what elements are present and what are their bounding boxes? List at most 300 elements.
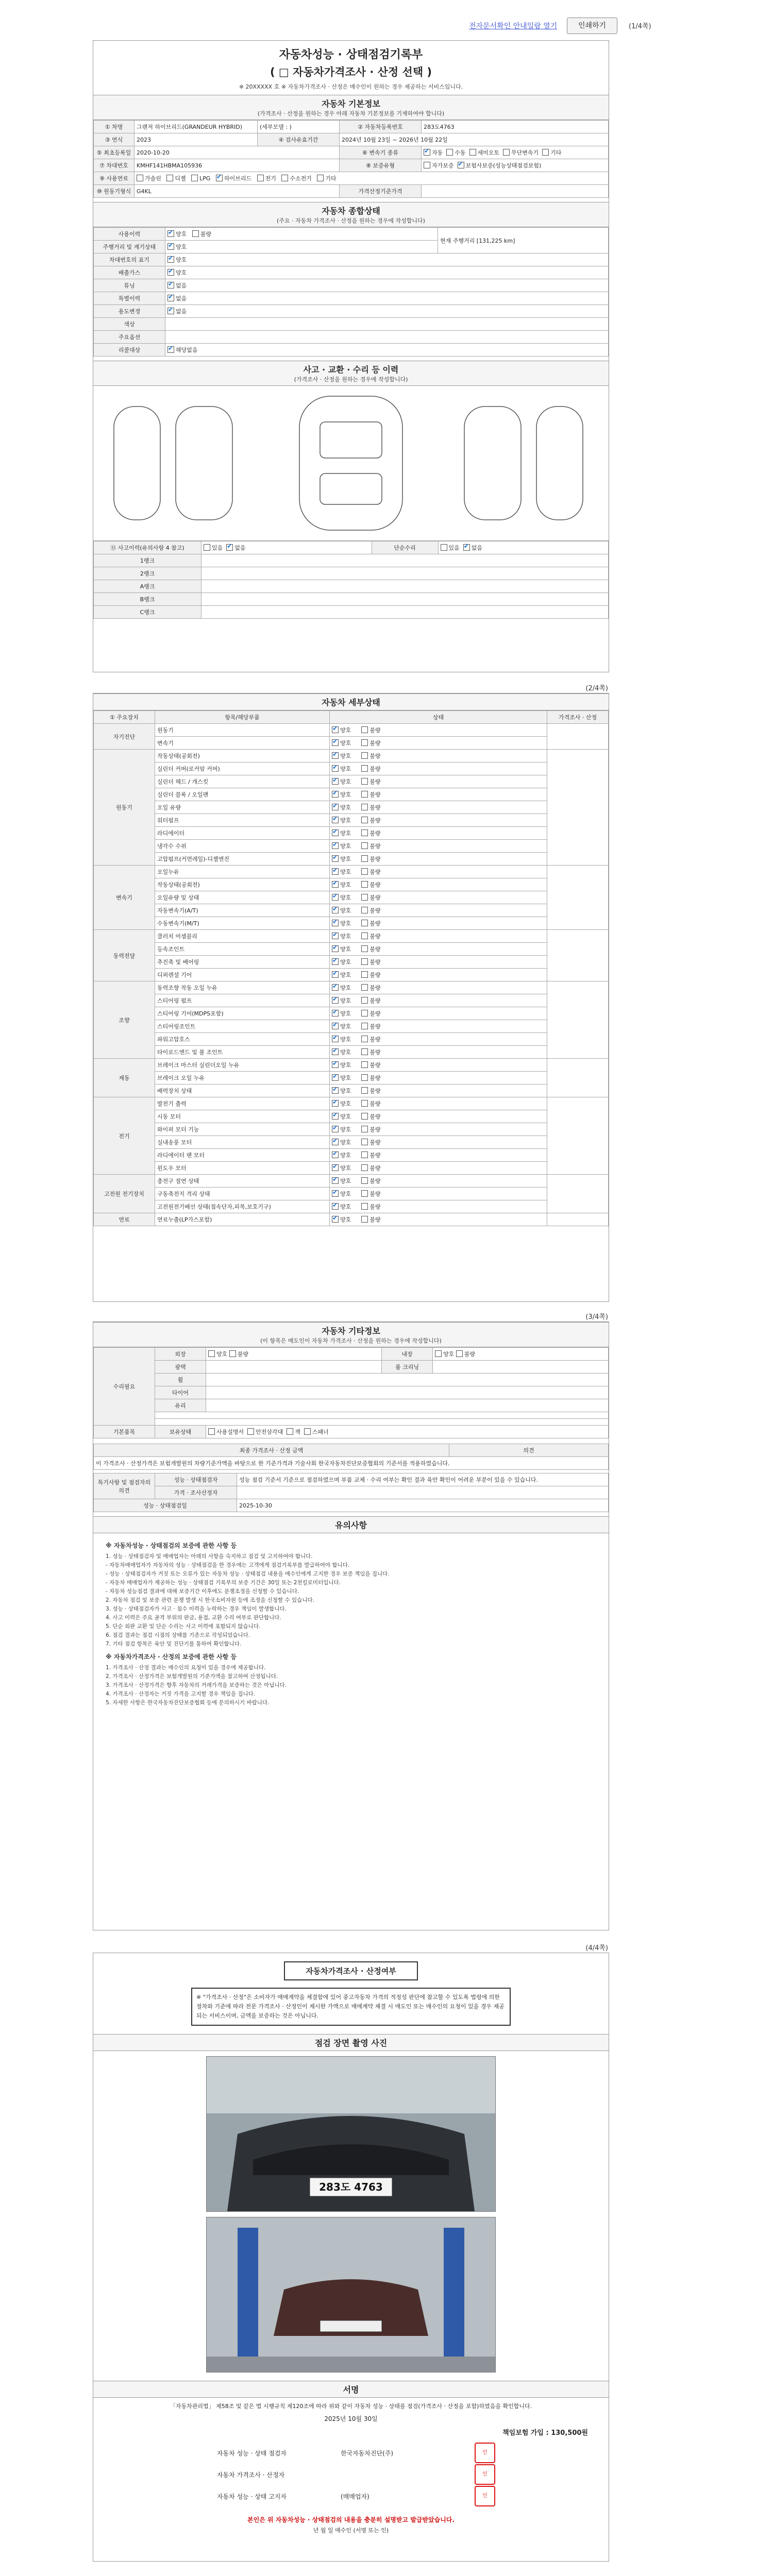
col-status: 상태 — [330, 711, 547, 724]
checkbox-icon — [361, 958, 368, 965]
checkbox-icon — [332, 1203, 339, 1210]
detail-status — [330, 943, 547, 956]
emission-good: 양호 — [176, 269, 187, 276]
detail-status — [330, 1072, 547, 1084]
basic-manual: 사용설명서 — [216, 1429, 244, 1435]
detail-status — [330, 788, 547, 801]
checkbox-icon — [332, 1036, 339, 1042]
checkbox-icon — [208, 1350, 215, 1357]
checkbox-icon — [361, 1164, 368, 1171]
sign-header — [93, 2381, 609, 2398]
first-reg-label: ⑤ 최초등록일 — [94, 146, 135, 159]
checkbox-icon — [332, 791, 339, 798]
status-good: 양호 — [340, 753, 351, 759]
status-bad: 불량 — [369, 882, 381, 888]
item-exterior: 외장 — [155, 1348, 206, 1361]
table-row — [94, 891, 609, 904]
status-bad: 불량 — [369, 817, 381, 824]
item-room: 룸 크리닝 — [382, 1361, 433, 1374]
options-val — [165, 331, 609, 344]
checkbox-icon — [332, 1061, 339, 1068]
table-row — [94, 1175, 609, 1188]
detail-item: 충전구 절연 상태 — [155, 1175, 330, 1188]
warranty-label: ⑧ 보증유형 — [340, 159, 422, 172]
table-row — [94, 762, 609, 775]
detail-model: (세부모델 : ) — [258, 121, 340, 133]
trans-manual: 수동 — [455, 149, 466, 156]
status-table — [93, 227, 609, 357]
checkbox-icon — [458, 162, 464, 168]
status-good: 양호 — [340, 1023, 351, 1030]
checkbox-icon — [361, 842, 368, 849]
status-bad: 불량 — [369, 804, 381, 811]
notice-h2: ※ 자동차가격조사 · 산정의 보증에 관한 사항 등 — [106, 1653, 237, 1660]
notice-line: 1. 성능 · 상태점검자 및 매매업자는 아래의 사항을 숙지하고 점검 및 고지하여야 합니다. — [106, 1553, 313, 1560]
notice-line: 4. 가격조사 · 산정자는 거짓 가격을 고지할 경우 책임을 집니다. — [106, 1691, 256, 1697]
status-good: 양호 — [340, 959, 351, 965]
opinion-right: 의견 — [449, 1444, 609, 1457]
doc-title: 자동차성능 · 상태점검기록부 — [279, 48, 423, 61]
detail-item: 실린더 커버(로커암 커버) — [155, 762, 330, 775]
room-val — [433, 1361, 609, 1374]
checkbox-icon — [361, 907, 368, 913]
checkbox-icon — [332, 817, 339, 823]
print-button[interactable]: 인쇄하기 — [567, 18, 617, 34]
status-bad: 불량 — [369, 830, 381, 837]
tire-val — [206, 1386, 609, 1399]
inspector-label: 특기사항 및 점검자의 의견 — [94, 1473, 155, 1499]
notice-title: 유의사항 — [335, 1520, 367, 1530]
checkbox-icon — [424, 162, 430, 168]
photo-header — [93, 2034, 609, 2051]
detail-status — [330, 917, 547, 930]
detail-item: 파워고압호스 — [155, 1033, 330, 1046]
footer-sign: 년 월 일 매수인 (서명 또는 인) — [313, 2527, 389, 2534]
detail-item: 연료누출(LP가스포함) — [155, 1213, 330, 1226]
detail-status — [330, 1007, 547, 1020]
checkbox-icon — [332, 1100, 339, 1107]
checkbox-icon — [332, 1074, 339, 1081]
checkbox-icon — [361, 881, 368, 888]
notice-line: 6. 점검 결과는 점검 시점의 상태를 기준으로 작성되었습니다. — [106, 1632, 250, 1638]
checkbox-icon — [361, 1048, 368, 1055]
checkbox-icon — [361, 920, 368, 926]
checkbox-icon — [226, 544, 233, 551]
checkbox-icon — [361, 1177, 368, 1184]
page-2-number: (2/4쪽) — [585, 685, 608, 692]
detail-item: 동력조향 작동 오일 누유 — [155, 981, 330, 994]
status-bad: 불량 — [369, 753, 381, 759]
checkbox-icon — [208, 1428, 215, 1435]
status-good: 양호 — [340, 843, 351, 850]
table-row — [94, 878, 609, 891]
status-good: 양호 — [340, 920, 351, 927]
notice-line: 4. 사고 이력은 주요 골격 부위의 판금, 용접, 교환 수리 여부로 판단합니다. — [106, 1615, 281, 1621]
status-title: 자동차 종합상태 — [322, 206, 380, 216]
status-good: 양호 — [340, 1191, 351, 1197]
fuel-other: 기타 — [325, 175, 337, 182]
status-good: 양호 — [340, 766, 351, 772]
detail-item: 타이로드엔드 및 볼 조인트 — [155, 1046, 330, 1059]
recall-na: 해당없음 — [176, 347, 198, 353]
detail-price — [547, 981, 609, 1059]
detail-price — [547, 750, 609, 866]
trans-auto: 자동 — [432, 149, 443, 156]
checkbox-icon — [304, 1428, 311, 1435]
page-3 — [93, 1321, 609, 1930]
checkbox-icon — [247, 1428, 254, 1435]
notice-line: - 자동차 매매업자가 제공하는 성능 · 상태점검 기록부의 보증 기간은 30일 또는 2천킬로미터입니다. — [106, 1580, 341, 1586]
table-row — [94, 801, 609, 814]
status-sub: (주요 · 자동차 가격조사 · 산정을 원하는 경우에 작성합니다) — [277, 217, 425, 224]
price-base — [422, 185, 609, 198]
checkbox-icon — [361, 1010, 368, 1016]
odo-good: 양호 — [176, 244, 187, 250]
motor: G4KL — [135, 185, 340, 198]
checkbox-icon — [332, 855, 339, 862]
notice-line: 2. 자동차 점검 및 보증 관련 분쟁 발생 시 한국소비자원 등에 조정을 신청할 수 있습니다. — [106, 1597, 314, 1603]
checkbox-icon — [361, 765, 368, 772]
checkbox-icon — [167, 230, 174, 237]
checkbox-icon — [361, 791, 368, 798]
fuel-options — [135, 172, 609, 185]
car-diagram — [93, 386, 609, 541]
year: 2023 — [135, 133, 258, 146]
checkbox-icon — [332, 945, 339, 952]
basic-val — [206, 1426, 609, 1438]
basic-info-sub: (가격조사 · 산정을 원하는 경우 아래 자동차 기본정보를 기재하여야 합니다) — [257, 110, 445, 117]
status-good: 양호 — [340, 830, 351, 837]
checkbox-icon — [167, 269, 174, 276]
detail-status — [330, 878, 547, 891]
table-row — [94, 814, 609, 827]
trans-other: 기타 — [550, 149, 562, 156]
item-interior: 내장 — [382, 1348, 433, 1361]
fee: 130,500원 — [551, 2429, 588, 2437]
detail-status — [330, 1020, 547, 1033]
repair-label: 수리필요 — [94, 1348, 155, 1426]
opinion-table — [93, 1444, 609, 1470]
detail-price — [547, 930, 609, 981]
status-bad: 불량 — [369, 985, 381, 991]
trans-options — [422, 146, 609, 159]
detail-item: 와이퍼 모터 기능 — [155, 1123, 330, 1136]
lift-photo-icon — [207, 2217, 495, 2372]
status-good: 양호 — [340, 1165, 351, 1172]
detail-status — [330, 1084, 547, 1097]
status-good: 양호 — [340, 1113, 351, 1120]
checkbox-icon — [456, 1350, 463, 1357]
checkbox-icon — [229, 1350, 236, 1357]
row-color: 색상 — [94, 318, 165, 331]
status-bad: 불량 — [369, 1165, 381, 1172]
inspect-date: 2025-10-30 — [237, 1499, 609, 1512]
table-row — [94, 1200, 609, 1213]
doc-subtitle: ( □ 자동차가격조사 · 산정 선택 ) — [270, 66, 432, 78]
table-row — [94, 1213, 609, 1226]
detail-group: 원동기 — [94, 750, 155, 866]
detail-status — [330, 1123, 547, 1136]
table-row — [94, 1020, 609, 1033]
detail-item: 스티어링 기어(MDPS포함) — [155, 1007, 330, 1020]
vin-label: ⑦ 차대번호 — [94, 159, 135, 172]
table-row — [94, 956, 609, 969]
e-doc-link[interactable]: 전자문서확인 안내일람 열기 — [469, 22, 558, 30]
vin: KMHF141HBMA105936 — [135, 159, 340, 172]
detail-item: 고압펌프(커먼레일)-디젤엔진 — [155, 853, 330, 866]
detail-price — [547, 866, 609, 930]
reg-label: ② 자동차등록번호 — [340, 121, 422, 133]
status-bad: 불량 — [369, 920, 381, 927]
recall-val — [165, 344, 609, 357]
basic-label: 기본품목 — [94, 1426, 155, 1438]
checkbox-icon — [281, 175, 288, 181]
status-good: 양호 — [340, 1075, 351, 1081]
checkbox-icon — [167, 295, 174, 301]
signer-row — [217, 2464, 578, 2485]
int-good: 양호 — [443, 1351, 455, 1358]
mileage-cell: 현재 주행거리 [131,225 km] — [438, 228, 609, 253]
page-2 — [93, 693, 609, 1302]
checkbox-icon — [167, 346, 174, 353]
basic-info-table — [93, 120, 609, 198]
first-reg: 2020-10-20 — [135, 146, 340, 159]
checkbox-icon — [361, 1074, 368, 1081]
color-val — [165, 318, 609, 331]
checkbox-icon — [317, 175, 324, 181]
detail-status — [330, 1033, 547, 1046]
signer-row — [217, 2442, 578, 2464]
status-bad: 불량 — [369, 972, 381, 978]
checkbox-icon — [332, 1126, 339, 1132]
detail-item: 배력장치 상태 — [155, 1084, 330, 1097]
status-bad: 불량 — [369, 933, 381, 940]
notice-line: 1. 가격조사 · 산정 결과는 매수인의 요청이 있을 경우에 제공합니다. — [106, 1665, 266, 1671]
status-bad: 불량 — [369, 869, 381, 875]
photo-front — [206, 2056, 496, 2212]
checkbox-icon — [361, 984, 368, 991]
checkbox-icon — [332, 920, 339, 926]
status-bad: 불량 — [369, 740, 381, 747]
table-row — [94, 737, 609, 750]
checkbox-icon — [361, 971, 368, 978]
checkbox-icon — [361, 1061, 368, 1068]
detail-item: 워터펌프 — [155, 814, 330, 827]
detail-item: 브레이크 마스터 실린더오일 누유 — [155, 1059, 330, 1072]
checkbox-icon — [332, 1151, 339, 1158]
detail-item: 변속기 — [155, 737, 330, 750]
fuel-hydrogen: 수소전기 — [290, 175, 312, 182]
notice-line: 3. 성능 · 상태점검자가 사고 · 침수 이력을 누락하는 경우 책임이 발생합니다. — [106, 1606, 287, 1612]
license-plate: 283도 4763 — [319, 2181, 383, 2193]
status-bad: 불량 — [369, 946, 381, 953]
status-bad: 불량 — [369, 1216, 381, 1223]
row-usage: 사용이력 — [94, 228, 165, 241]
table-row — [94, 840, 609, 853]
detail-group: 조향 — [94, 981, 155, 1059]
checkbox-icon — [332, 1139, 339, 1145]
status-bad: 불량 — [369, 1100, 381, 1107]
status-good: 양호 — [340, 985, 351, 991]
other-table — [93, 1347, 609, 1438]
checkbox-icon — [332, 752, 339, 759]
basic-jack: 잭 — [295, 1429, 300, 1435]
detail-item: 시동 모터 — [155, 1110, 330, 1123]
rank-2-val — [201, 567, 609, 580]
table-row — [94, 1188, 609, 1200]
checkbox-icon — [167, 282, 174, 289]
checkbox-icon — [332, 842, 339, 849]
table-row — [94, 853, 609, 866]
accident-table — [93, 541, 609, 619]
ext-good: 양호 — [216, 1351, 228, 1358]
ext-bad: 불량 — [237, 1351, 249, 1358]
checkbox-icon — [361, 778, 368, 785]
detail-status — [330, 750, 547, 762]
detail-status — [330, 853, 547, 866]
status-good: 양호 — [340, 1204, 351, 1210]
status-bad: 불량 — [369, 1075, 381, 1081]
checkbox-icon — [361, 1203, 368, 1210]
checkbox-icon — [361, 1126, 368, 1132]
opinion-title: 최종 가격조사 · 산정 금액 — [94, 1444, 449, 1457]
status-good: 양호 — [340, 1139, 351, 1146]
status-good: 양호 — [340, 972, 351, 978]
checkbox-icon — [361, 894, 368, 901]
page-1 — [93, 40, 609, 672]
status-bad: 불량 — [369, 1178, 381, 1184]
row-recall: 리콜대상 — [94, 344, 165, 357]
status-good: 양호 — [340, 791, 351, 798]
table-row — [94, 1136, 609, 1149]
row-special: 특별이력 — [94, 292, 165, 305]
rank-c-val — [201, 606, 609, 619]
seal-icon: 인 — [475, 2443, 495, 2463]
table-row — [94, 1162, 609, 1175]
table-row — [94, 827, 609, 840]
rank-a-val — [201, 580, 609, 593]
detail-status — [330, 1149, 547, 1162]
vin-mark-good: 양호 — [176, 257, 187, 263]
detail-item: 라디에이터 팬 모터 — [155, 1149, 330, 1162]
checkbox-icon — [424, 149, 430, 156]
checkbox-icon — [361, 933, 368, 939]
checkbox-icon — [332, 958, 339, 965]
detail-item: 구동축전지 격리 상태 — [155, 1188, 330, 1200]
table-row — [94, 917, 609, 930]
warranty-self: 자가보증 — [432, 162, 454, 169]
item-wheel: 휠 — [155, 1374, 206, 1386]
detail-status — [330, 1136, 547, 1149]
checkbox-icon — [332, 1048, 339, 1055]
checkbox-icon — [216, 175, 223, 181]
trans-label: ⑥ 변속기 종류 — [340, 146, 422, 159]
seal-icon: 인 — [475, 2464, 495, 2485]
checkbox-icon — [204, 544, 210, 551]
checkbox-icon — [332, 907, 339, 913]
checkbox-icon — [361, 945, 368, 952]
status-bad: 불량 — [369, 1088, 381, 1094]
status-bad: 불량 — [369, 791, 381, 798]
signer-role: 자동차 성능 · 상태 점검자 — [217, 2449, 287, 2457]
checkbox-icon — [361, 752, 368, 759]
detail-group: 연료 — [94, 1213, 155, 1226]
notices-1 — [106, 1552, 596, 1649]
checkbox-icon — [332, 726, 339, 733]
status-bad: 불량 — [369, 766, 381, 772]
estimator-role: 가격 · 조사산정자 — [155, 1486, 237, 1499]
basic-triangle: 안전삼각대 — [256, 1429, 283, 1435]
status-bad: 불량 — [369, 1049, 381, 1056]
checkbox-icon — [332, 1177, 339, 1184]
detail-item: 고전원전기배선 상태(접속단자,피복,보호기구) — [155, 1200, 330, 1213]
checkbox-icon — [191, 175, 198, 181]
status-good: 양호 — [340, 907, 351, 914]
rank-b: B랭크 — [94, 593, 201, 606]
detail-header — [93, 693, 609, 710]
checkbox-icon — [332, 804, 339, 810]
detail-status — [330, 1188, 547, 1200]
checkbox-icon — [332, 765, 339, 772]
status-good: 양호 — [340, 869, 351, 875]
detail-status — [330, 1110, 547, 1123]
detail-status — [330, 930, 547, 943]
checkbox-icon — [167, 243, 174, 250]
table-row — [94, 1149, 609, 1162]
checkbox-icon — [361, 1216, 368, 1223]
notice-line: 5. 단순 외판 교환 및 단순 수리는 사고 이력에 포함되지 않습니다. — [106, 1623, 261, 1630]
estimator-val — [237, 1486, 609, 1499]
detail-status — [330, 969, 547, 981]
accident-label: ⑪ 사고이력(유의사항 4 참고) — [94, 541, 201, 554]
checkbox-icon — [469, 149, 476, 156]
checkbox-icon — [332, 1190, 339, 1197]
page-number: (1/4쪽) — [629, 23, 651, 30]
table-row — [94, 1097, 609, 1110]
status-bad: 불량 — [369, 1191, 381, 1197]
table-row — [94, 1059, 609, 1072]
rank-a: A랭크 — [94, 580, 201, 593]
fuel-diesel: 디젤 — [175, 175, 186, 182]
status-good: 양호 — [340, 1100, 351, 1107]
status-bad: 불량 — [369, 1204, 381, 1210]
glass-val — [206, 1399, 609, 1412]
checkbox-icon — [361, 1113, 368, 1120]
table-row — [94, 1123, 609, 1136]
notices-2 — [106, 1664, 596, 1707]
fuel-gasoline: 가솔린 — [145, 175, 161, 182]
car-name-label: ① 차명 — [94, 121, 135, 133]
checkbox-icon — [332, 1087, 339, 1094]
odometer-val — [165, 241, 438, 253]
status-header — [93, 202, 609, 227]
signer-name: 한국자동차진단(주) — [341, 2449, 394, 2457]
checkbox-icon — [361, 1151, 368, 1158]
detail-status — [330, 1046, 547, 1059]
fuel-lpg: LPG — [199, 175, 211, 182]
inspector-role: 성능 · 상태점검자 — [155, 1473, 237, 1486]
table-row — [94, 930, 609, 943]
status-good: 양호 — [340, 740, 351, 747]
checkbox-icon — [361, 1190, 368, 1197]
inspect-period: 2024년 10월 23일 ~ 2026년 10월 22일 — [340, 133, 609, 146]
exterior-val — [206, 1348, 382, 1361]
car-name: 그랜저 하이브리드(GRANDEUR HYBRID) — [135, 121, 258, 133]
detail-status — [330, 1200, 547, 1213]
table-row — [94, 1007, 609, 1020]
fuel-label: ⑨ 사용연료 — [94, 172, 135, 185]
checkbox-icon — [332, 881, 339, 888]
